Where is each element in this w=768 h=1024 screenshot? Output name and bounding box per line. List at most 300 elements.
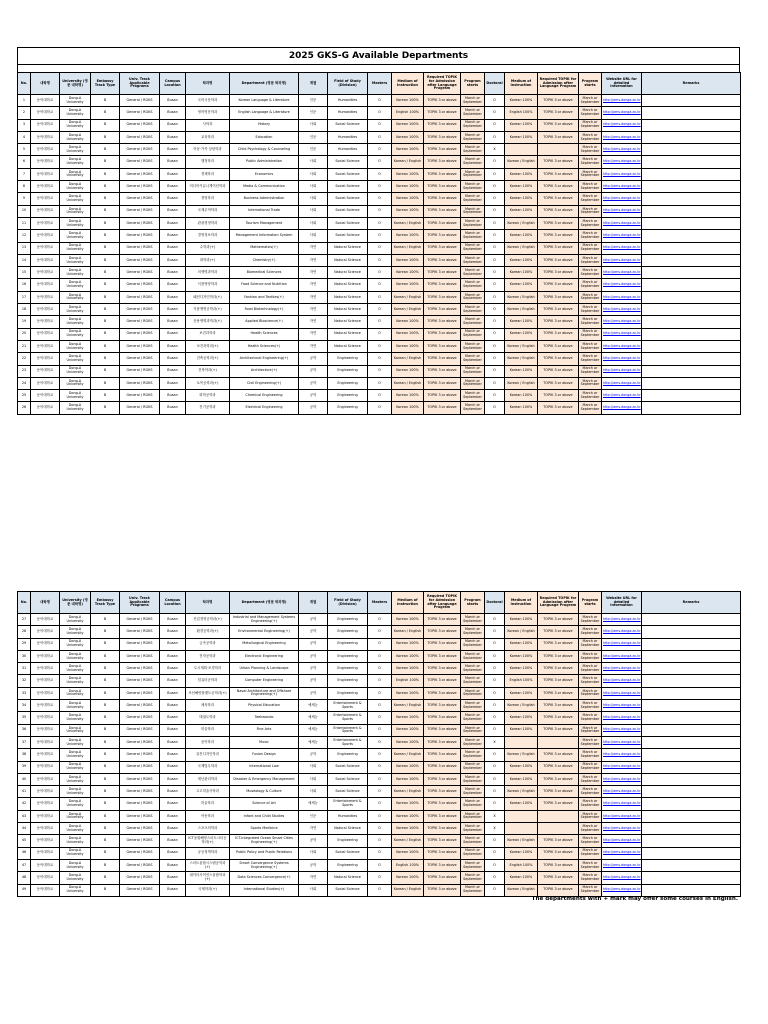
website-link[interactable]: http://ams.donga.ac.kr [602, 700, 642, 712]
header-row [18, 73, 741, 95]
cell-medium-masters: Korean / English [392, 786, 424, 798]
cell-department: Fusion Design [230, 749, 299, 761]
website-link[interactable]: http://ams.donga.ac.kr [602, 304, 642, 316]
cell-campus: Busan [160, 353, 186, 365]
cell-korean-dept: 전기공학과 [186, 402, 230, 414]
cell-korean-dept: 국어국문학과 [186, 95, 230, 107]
cell-embassy-track: B [91, 687, 120, 699]
cell-no: 22 [18, 353, 31, 365]
cell-embassy-track: B [91, 193, 120, 205]
cell-embassy-track: B [91, 638, 120, 650]
cell-topik-doctoral: TOPIK 3 or above [538, 291, 579, 303]
cell-doctoral: O [485, 712, 505, 724]
cell-doctoral: X [485, 144, 505, 156]
cell-embassy-track: B [91, 254, 120, 266]
table-row [18, 119, 741, 131]
cell-topik-masters: TOPIK 3 or above [424, 230, 461, 242]
cell-starts-masters: March or September [461, 700, 485, 712]
cell-medium-masters: Korean / English [392, 749, 424, 761]
cell-doctoral: O [485, 107, 505, 119]
website-link[interactable]: http://ams.donga.ac.kr [602, 95, 642, 107]
cell-medium-masters: Korean / English [392, 291, 424, 303]
cell-department: Fashion and Textiles(+) [230, 291, 299, 303]
website-link[interactable]: http://ams.donga.ac.kr [602, 736, 642, 748]
cell-medium-masters: Korean 100% [392, 761, 424, 773]
cell-masters: O [368, 377, 392, 389]
cell-korean-univ: 동아대학교 [31, 798, 60, 810]
cell-no: 16 [18, 279, 31, 291]
cell-campus: Busan [160, 390, 186, 402]
website-link[interactable]: http://ams.donga.ac.kr [602, 626, 642, 638]
cell-starts-masters: March or September [461, 650, 485, 662]
cell-university: Dong-A University [60, 353, 91, 365]
cell-korean-field: 사회 [299, 168, 328, 180]
cell-field: Social Science [328, 773, 368, 785]
cell-medium-doctoral: Korean 100% [505, 254, 538, 266]
cell-starts-doctoral: March or September [579, 168, 602, 180]
website-link[interactable]: http://ams.donga.ac.kr [602, 168, 642, 180]
cell-department: Sports Medicine [230, 823, 299, 835]
cell-field: Entertainment & Sports [328, 736, 368, 748]
cell-university: Dong-A University [60, 156, 91, 168]
cell-topik-doctoral: TOPIK 3 or above [538, 119, 579, 131]
website-link[interactable]: http://ams.donga.ac.kr [602, 291, 642, 303]
cell-embassy-track: B [91, 859, 120, 871]
cell-university: Dong-A University [60, 291, 91, 303]
cell-topik-doctoral: TOPIK 3 or above [538, 626, 579, 638]
cell-starts-masters: March or September [461, 365, 485, 377]
cell-medium-doctoral: Korean 100% [505, 328, 538, 340]
cell-university: Dong-A University [60, 217, 91, 229]
cell-department: Mathematics(+) [230, 242, 299, 254]
cell-remarks [642, 700, 741, 712]
cell-no: 41 [18, 786, 31, 798]
cell-korean-univ: 동아대학교 [31, 823, 60, 835]
cell-embassy-track: B [91, 377, 120, 389]
cell-starts-doctoral: March or September [579, 217, 602, 229]
cell-medium-doctoral: Korean / English [505, 217, 538, 229]
col-starts-masters: Program starts [461, 592, 485, 614]
cell-embassy-track: B [91, 823, 120, 835]
cell-topik-doctoral: TOPIK 3 or above [538, 402, 579, 414]
col-topik-masters: Required TOPIK for Admission after Language Program [424, 73, 461, 95]
cell-masters: O [368, 786, 392, 798]
cell-korean-field: 사회 [299, 181, 328, 193]
cell-campus: Busan [160, 798, 186, 810]
table-row [18, 131, 741, 143]
cell-topik-masters: TOPIK 3 or above [424, 675, 461, 687]
website-link[interactable]: http://ams.donga.ac.kr [602, 131, 642, 143]
cell-topik-doctoral: TOPIK 3 or above [538, 663, 579, 675]
cell-no: 38 [18, 749, 31, 761]
cell-department: Applied Bioscience(+) [230, 316, 299, 328]
cell-starts-masters: March or September [461, 390, 485, 402]
cell-starts-masters: March or September [461, 810, 485, 822]
cell-starts-doctoral: March or September [579, 267, 602, 279]
cell-doctoral: O [485, 402, 505, 414]
sheet-page-1 [17, 47, 740, 415]
cell-univ-track: General / RGKS [120, 193, 160, 205]
cell-remarks [642, 390, 741, 402]
cell-medium-masters: English 100% [392, 107, 424, 119]
website-link[interactable]: http://ams.donga.ac.kr [602, 786, 642, 798]
table-row [18, 279, 741, 291]
cell-korean-field: 사회 [299, 119, 328, 131]
cell-univ-track: General / RGKS [120, 119, 160, 131]
website-link[interactable]: http://ams.donga.ac.kr [602, 340, 642, 352]
cell-field: Entertainment & Sports [328, 700, 368, 712]
cell-field: Humanities [328, 107, 368, 119]
cell-no: 32 [18, 675, 31, 687]
cell-doctoral: O [485, 353, 505, 365]
cell-field: Engineering [328, 835, 368, 847]
table-row [18, 859, 741, 871]
cell-univ-track: General / RGKS [120, 279, 160, 291]
cell-starts-doctoral: March or September [579, 736, 602, 748]
cell-univ-track: General / RGKS [120, 254, 160, 266]
cell-topik-masters: TOPIK 3 or above [424, 365, 461, 377]
cell-medium-doctoral: Korean / English [505, 786, 538, 798]
cell-topik-masters: TOPIK 3 or above [424, 107, 461, 119]
cell-doctoral: O [485, 205, 505, 217]
cell-field: Engineering [328, 626, 368, 638]
cell-campus: Busan [160, 254, 186, 266]
table-row [18, 712, 741, 724]
cell-campus: Busan [160, 773, 186, 785]
cell-remarks [642, 761, 741, 773]
cell-campus: Busan [160, 847, 186, 859]
cell-doctoral: O [485, 254, 505, 266]
cell-starts-doctoral: March or September [579, 724, 602, 736]
website-link[interactable]: http://ams.donga.ac.kr [602, 316, 642, 328]
cell-doctoral: O [485, 638, 505, 650]
website-link[interactable]: http://ams.donga.ac.kr [602, 353, 642, 365]
website-link[interactable]: http://ams.donga.ac.kr [602, 650, 642, 662]
website-link[interactable]: http://ams.donga.ac.kr [602, 847, 642, 859]
cell-field: Engineering [328, 377, 368, 389]
cell-field: Social Science [328, 193, 368, 205]
cell-korean-field: 인문 [299, 95, 328, 107]
website-link[interactable]: http://ams.donga.ac.kr [602, 823, 642, 835]
cell-masters: O [368, 712, 392, 724]
cell-topik-doctoral: TOPIK 3 or above [538, 847, 579, 859]
table-row [18, 390, 741, 402]
cell-department: Health Sciences [230, 328, 299, 340]
cell-no: 24 [18, 377, 31, 389]
cell-starts-doctoral: March or September [579, 823, 602, 835]
cell-university: Dong-A University [60, 835, 91, 847]
cell-medium-doctoral [505, 810, 538, 822]
cell-no: 28 [18, 626, 31, 638]
cell-field: Social Science [328, 119, 368, 131]
website-link[interactable]: http://ams.donga.ac.kr [602, 773, 642, 785]
cell-masters: O [368, 353, 392, 365]
cell-field: Social Science [328, 168, 368, 180]
cell-korean-univ: 동아대학교 [31, 859, 60, 871]
cell-korean-field: 예체능 [299, 700, 328, 712]
cell-medium-masters: Korean 100% [392, 810, 424, 822]
cell-embassy-track: B [91, 773, 120, 785]
website-link[interactable]: http://ams.donga.ac.kr [602, 328, 642, 340]
cell-department: ICT-integrated Ocean Smart Cities Engineering(+) [230, 835, 299, 847]
website-link[interactable]: http://ams.donga.ac.kr [602, 107, 642, 119]
cell-department: Business Administration [230, 193, 299, 205]
website-link[interactable]: http://ams.donga.ac.kr [602, 156, 642, 168]
website-link[interactable]: http://ams.donga.ac.kr [602, 663, 642, 675]
col-remarks: Remarks [642, 73, 741, 95]
cell-topik-masters: TOPIK 3 or above [424, 614, 461, 626]
cell-univ-track: General / RGKS [120, 712, 160, 724]
cell-campus: Busan [160, 663, 186, 675]
cell-starts-doctoral: March or September [579, 712, 602, 724]
cell-topik-doctoral: TOPIK 3 or above [538, 761, 579, 773]
cell-starts-masters: March or September [461, 614, 485, 626]
col-website: Website URL for detailed information [602, 73, 642, 95]
cell-starts-doctoral: March or September [579, 95, 602, 107]
cell-remarks [642, 205, 741, 217]
cell-univ-track: General / RGKS [120, 675, 160, 687]
website-link[interactable]: http://ams.donga.ac.kr [602, 267, 642, 279]
cell-university: Dong-A University [60, 724, 91, 736]
cell-campus: Busan [160, 761, 186, 773]
website-link[interactable]: http://ams.donga.ac.kr [602, 279, 642, 291]
cell-medium-doctoral: Korean 100% [505, 847, 538, 859]
cell-no: 13 [18, 242, 31, 254]
cell-doctoral: O [485, 650, 505, 662]
cell-embassy-track: B [91, 626, 120, 638]
cell-embassy-track: B [91, 663, 120, 675]
cell-starts-doctoral: March or September [579, 638, 602, 650]
cell-univ-track: General / RGKS [120, 304, 160, 316]
cell-doctoral: O [485, 761, 505, 773]
cell-topik-doctoral: TOPIK 3 or above [538, 650, 579, 662]
cell-campus: Busan [160, 724, 186, 736]
cell-field: Humanities [328, 144, 368, 156]
cell-starts-doctoral: March or September [579, 761, 602, 773]
website-link[interactable]: http://ams.donga.ac.kr [602, 402, 642, 414]
cell-korean-univ: 동아대학교 [31, 773, 60, 785]
cell-doctoral: O [485, 156, 505, 168]
cell-starts-doctoral: March or September [579, 144, 602, 156]
cell-masters: O [368, 390, 392, 402]
cell-starts-masters: March or September [461, 675, 485, 687]
cell-masters: O [368, 168, 392, 180]
cell-topik-doctoral: TOPIK 3 or above [538, 675, 579, 687]
cell-korean-univ: 동아대학교 [31, 377, 60, 389]
cell-medium-doctoral: Korean / English [505, 377, 538, 389]
cell-masters: O [368, 131, 392, 143]
website-link[interactable]: http://ams.donga.ac.kr [602, 193, 642, 205]
cell-univ-track: General / RGKS [120, 267, 160, 279]
cell-starts-masters: March or September [461, 107, 485, 119]
cell-topik-doctoral: TOPIK 3 or above [538, 242, 579, 254]
cell-campus: Busan [160, 700, 186, 712]
cell-topik-doctoral [538, 823, 579, 835]
cell-no: 46 [18, 847, 31, 859]
cell-korean-univ: 동아대학교 [31, 687, 60, 699]
cell-no: 3 [18, 119, 31, 131]
website-link[interactable]: http://ams.donga.ac.kr [602, 217, 642, 229]
table-row [18, 304, 741, 316]
website-link[interactable]: http://ams.donga.ac.kr [602, 254, 642, 266]
table-row [18, 810, 741, 822]
cell-remarks [642, 291, 741, 303]
cell-medium-masters: Korean 100% [392, 279, 424, 291]
website-link[interactable]: http://ams.donga.ac.kr [602, 835, 642, 847]
col-starts-doctoral: Program starts [579, 73, 602, 95]
cell-topik-doctoral: TOPIK 3 or above [538, 835, 579, 847]
website-link[interactable]: http://ams.donga.ac.kr [602, 810, 642, 822]
cell-department: Management Information System [230, 230, 299, 242]
cell-doctoral: O [485, 675, 505, 687]
cell-department: English Language & Literature [230, 107, 299, 119]
cell-medium-doctoral: English 100% [505, 107, 538, 119]
cell-department: Food Science and Nutrition [230, 279, 299, 291]
cell-remarks [642, 872, 741, 884]
cell-korean-field: 사회 [299, 217, 328, 229]
col-department: Department (영문 학과명) [230, 73, 299, 95]
cell-campus: Busan [160, 786, 186, 798]
website-link[interactable]: http://ams.donga.ac.kr [602, 230, 642, 242]
cell-masters: O [368, 291, 392, 303]
cell-masters: O [368, 687, 392, 699]
cell-department: Education [230, 131, 299, 143]
cell-topik-masters: TOPIK 3 or above [424, 663, 461, 675]
cell-campus: Busan [160, 736, 186, 748]
website-link[interactable]: http://ams.donga.ac.kr [602, 181, 642, 193]
website-link[interactable]: http://ams.donga.ac.kr [602, 872, 642, 884]
website-link[interactable]: http://ams.donga.ac.kr [602, 859, 642, 871]
website-link[interactable]: http://ams.donga.ac.kr [602, 144, 642, 156]
cell-medium-doctoral: Korean 100% [505, 614, 538, 626]
cell-department: Chemical Engineering [230, 390, 299, 402]
cell-university: Dong-A University [60, 181, 91, 193]
table-row [18, 291, 741, 303]
cell-remarks [642, 304, 741, 316]
website-link[interactable]: http://ams.donga.ac.kr [602, 749, 642, 761]
cell-remarks [642, 168, 741, 180]
cell-medium-doctoral: Korean 100% [505, 365, 538, 377]
cell-korean-univ: 동아대학교 [31, 614, 60, 626]
cell-no: 25 [18, 390, 31, 402]
cell-campus: Busan [160, 402, 186, 414]
cell-starts-masters: March or September [461, 859, 485, 871]
cell-topik-doctoral: TOPIK 3 or above [538, 390, 579, 402]
website-link[interactable]: http://ams.donga.ac.kr [602, 638, 642, 650]
cell-korean-dept: 스마트융합시스템공학과(+) [186, 859, 230, 871]
cell-topik-doctoral: TOPIK 3 or above [538, 95, 579, 107]
cell-topik-masters: TOPIK 3 or above [424, 328, 461, 340]
website-link[interactable]: http://ams.donga.ac.kr [602, 675, 642, 687]
website-link[interactable]: http://ams.donga.ac.kr [602, 724, 642, 736]
cell-korean-univ: 동아대학교 [31, 304, 60, 316]
cell-korean-dept: 아동학과 [186, 810, 230, 822]
table-row [18, 205, 741, 217]
cell-korean-field: 예체능 [299, 724, 328, 736]
cell-doctoral: O [485, 230, 505, 242]
website-link[interactable]: http://ams.donga.ac.kr [602, 119, 642, 131]
cell-no: 44 [18, 823, 31, 835]
cell-topik-doctoral: TOPIK 3 or above [538, 786, 579, 798]
cell-starts-masters: March or September [461, 761, 485, 773]
cell-topik-doctoral: TOPIK 3 or above [538, 131, 579, 143]
cell-starts-doctoral: March or September [579, 835, 602, 847]
cell-medium-doctoral: Korean 100% [505, 402, 538, 414]
cell-topik-masters: TOPIK 3 or above [424, 736, 461, 748]
cell-topik-masters: TOPIK 3 or above [424, 181, 461, 193]
cell-starts-doctoral: March or September [579, 365, 602, 377]
website-link[interactable]: http://ams.donga.ac.kr [602, 390, 642, 402]
cell-campus: Busan [160, 279, 186, 291]
cell-remarks [642, 353, 741, 365]
cell-remarks [642, 267, 741, 279]
cell-no: 6 [18, 156, 31, 168]
cell-medium-masters: Korean 100% [392, 230, 424, 242]
cell-topik-doctoral: TOPIK 3 or above [538, 724, 579, 736]
cell-medium-doctoral: Korean / English [505, 835, 538, 847]
cell-medium-doctoral [505, 736, 538, 748]
cell-embassy-track: B [91, 304, 120, 316]
website-link[interactable]: http://ams.donga.ac.kr [602, 377, 642, 389]
cell-doctoral: O [485, 663, 505, 675]
cell-doctoral: O [485, 168, 505, 180]
website-link[interactable]: http://ams.donga.ac.kr [602, 205, 642, 217]
cell-korean-univ: 동아대학교 [31, 181, 60, 193]
cell-korean-field: 공학 [299, 663, 328, 675]
cell-remarks [642, 823, 741, 835]
cell-medium-masters: Korean / English [392, 626, 424, 638]
cell-university: Dong-A University [60, 749, 91, 761]
col-embassy-track: Embassy Track Type [91, 592, 120, 614]
cell-department: Urban Planning & Landscape [230, 663, 299, 675]
cell-embassy-track: B [91, 217, 120, 229]
cell-korean-univ: 동아대학교 [31, 340, 60, 352]
website-link[interactable]: http://ams.donga.ac.kr [602, 798, 642, 810]
cell-medium-masters: Korean / English [392, 156, 424, 168]
cell-korean-dept: 화학공학과 [186, 390, 230, 402]
cell-no: 30 [18, 650, 31, 662]
website-link[interactable]: http://ams.donga.ac.kr [602, 365, 642, 377]
cell-medium-doctoral [505, 823, 538, 835]
website-link[interactable]: http://ams.donga.ac.kr [602, 614, 642, 626]
cell-starts-masters: March or September [461, 638, 485, 650]
cell-univ-track: General / RGKS [120, 144, 160, 156]
cell-doctoral: O [485, 119, 505, 131]
cell-korean-field: 자연 [299, 242, 328, 254]
cell-medium-masters: Korean / English [392, 217, 424, 229]
cell-medium-doctoral: Korean 100% [505, 773, 538, 785]
website-link[interactable]: http://ams.donga.ac.kr [602, 884, 642, 896]
website-link[interactable]: http://ams.donga.ac.kr [602, 242, 642, 254]
cell-starts-doctoral: March or September [579, 377, 602, 389]
cell-medium-masters: Korean 100% [392, 144, 424, 156]
cell-medium-masters: Korean / English [392, 304, 424, 316]
cell-medium-masters: Korean 100% [392, 724, 424, 736]
website-link[interactable]: http://ams.donga.ac.kr [602, 712, 642, 724]
cell-starts-doctoral: March or September [579, 749, 602, 761]
cell-remarks [642, 107, 741, 119]
sheet-title: 2025 GKS-G Available Departments [17, 47, 740, 64]
cell-field: Engineering [328, 687, 368, 699]
website-link[interactable]: http://ams.donga.ac.kr [602, 687, 642, 699]
cell-korean-univ: 동아대학교 [31, 217, 60, 229]
cell-field: Social Science [328, 230, 368, 242]
cell-starts-masters: March or September [461, 687, 485, 699]
website-link[interactable]: http://ams.donga.ac.kr [602, 761, 642, 773]
cell-medium-doctoral: Korean 100% [505, 872, 538, 884]
cell-korean-dept: 패션디자인학과(+) [186, 291, 230, 303]
table-row [18, 402, 741, 414]
